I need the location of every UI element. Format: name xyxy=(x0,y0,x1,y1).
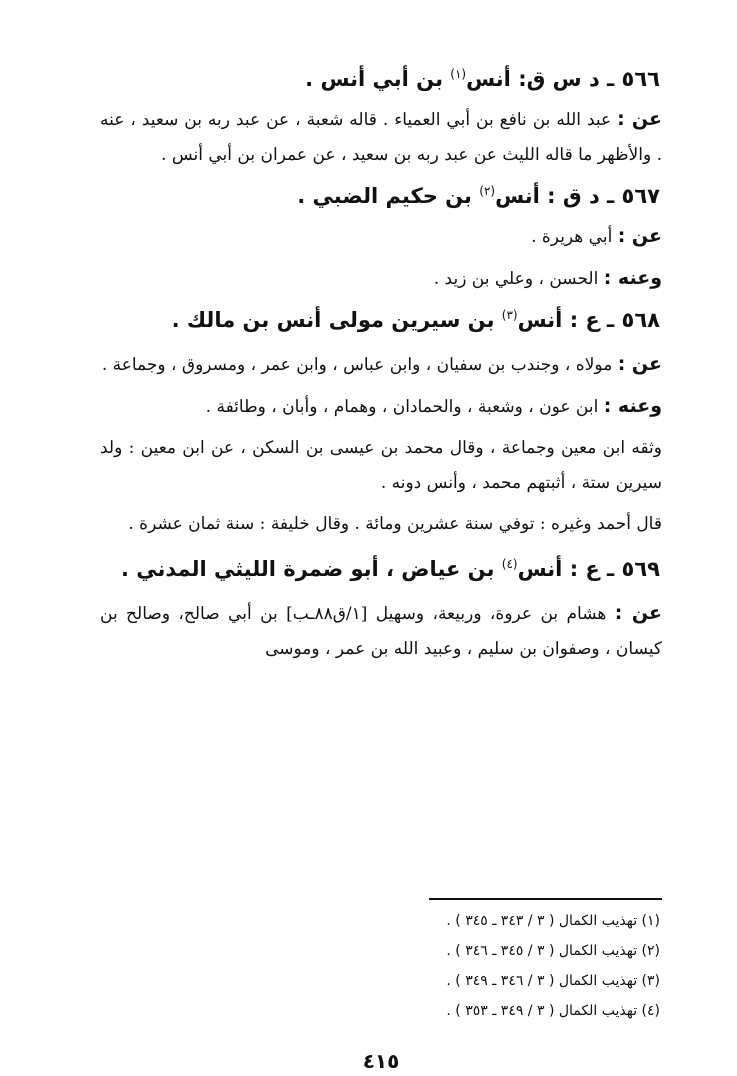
entry-heading-text: بن حكيم الضبي . xyxy=(297,184,480,208)
footnote-marker[interactable]: (٢) xyxy=(479,184,496,198)
paragraph-lead: وعنه : xyxy=(603,395,662,417)
entry-heading-569 xyxy=(100,552,662,586)
paragraph-lead: عن : xyxy=(617,353,662,375)
footnote-marker[interactable]: (٤) xyxy=(501,557,518,571)
entry-heading-text: ٥٦٩ ـ ع : أنس xyxy=(517,557,660,581)
narrators-to xyxy=(100,389,662,425)
paragraph-text: هشام بن عروة، وربيعة، وسهيل [١/ق٨٨ـب] بن أبي صالح، وصالح بن كيسان ، وصفوان بن سليم ، وعبيد الله بن عمر ، وموسى xyxy=(100,604,662,659)
narrators-to xyxy=(100,261,662,297)
footnote-3: (٣) تهذيب الكمال ( ٣ / ٣٤٦ ـ ٣٤٩ ) . xyxy=(446,973,660,989)
paragraph-text: عبد الله بن نافع بن أبي العمياء . قاله شعبة ، عن عبد ربه بن سعيد ، عنه . والأظهر ما قاله الليث عن عبد ربه بن سعيد ، عن عمران بن أبي أنس . xyxy=(100,110,662,165)
paragraph-lead: عن : xyxy=(614,602,662,624)
footnote-marker[interactable]: (١) xyxy=(450,67,467,81)
footnote-4: (٤) تهذيب الكمال ( ٣ / ٣٤٩ ـ ٣٥٣ ) . xyxy=(446,1003,660,1019)
entry-heading-566 xyxy=(100,62,662,96)
footnote-marker[interactable]: (٣) xyxy=(501,308,518,322)
paragraph-lead: وعنه : xyxy=(603,267,662,289)
entry-heading-text: بن أبي أنس . xyxy=(305,67,451,91)
footnote-1: (١) تهذيب الكمال ( ٣ / ٣٤٣ ـ ٣٤٥ ) . xyxy=(446,913,660,929)
paragraph-text: أبي هريرة . xyxy=(531,227,618,247)
narrators-from xyxy=(100,347,662,383)
death-date-paragraph xyxy=(100,507,662,542)
book-page xyxy=(100,62,662,1073)
paragraph-text: ابن عون ، وشعبة ، والحمادان ، وهمام ، وأبان ، وطائفة . xyxy=(205,397,604,417)
grading-paragraph xyxy=(100,431,662,501)
paragraph-lead: عن : xyxy=(617,225,662,247)
footnotes xyxy=(100,898,662,1026)
entry-heading-text: ٥٦٧ ـ د ق : أنس xyxy=(495,184,660,208)
paragraph-text: مولاه ، وجندب بن سفيان ، وابن عباس ، وابن عمر ، ومسروق ، وجماعة . xyxy=(101,355,618,375)
entry-heading-567 xyxy=(100,179,662,213)
paragraph-lead: عن : xyxy=(617,108,662,130)
footnote-divider xyxy=(429,898,662,900)
paragraph-text: وثقه ابن معين وجماعة ، وقال محمد بن عيسى بن السكن ، عن ابن معين : ولد سيرين ستة ، أثبتهم محمد ، وأنس دونه . xyxy=(100,438,662,493)
paragraph-text: قال أحمد وغيره : توفي سنة عشرين ومائة . وقال خليفة : سنة ثمان عشرة . xyxy=(128,514,662,534)
entry-heading-568 xyxy=(100,303,662,337)
narrators-from xyxy=(100,219,662,255)
paragraph-text: الحسن ، وعلي بن زيد . xyxy=(433,269,604,289)
narrators-from xyxy=(100,596,662,667)
entry-heading-text: ٥٦٨ ـ ع : أنس xyxy=(517,308,660,332)
entry-heading-text: بن سيرين مولى أنس بن مالك . xyxy=(171,308,502,332)
entry-heading-text: ٥٦٦ ـ د س ق: أنس xyxy=(466,67,660,91)
entry-heading-text: بن عياض ، أبو ضمرة الليثي المدني . xyxy=(120,557,502,581)
page-number: ٤١٥ xyxy=(362,1049,400,1073)
footnote-2: (٢) تهذيب الكمال ( ٣ / ٣٤٥ ـ ٣٤٦ ) . xyxy=(446,943,660,959)
narrators-from xyxy=(100,102,662,173)
